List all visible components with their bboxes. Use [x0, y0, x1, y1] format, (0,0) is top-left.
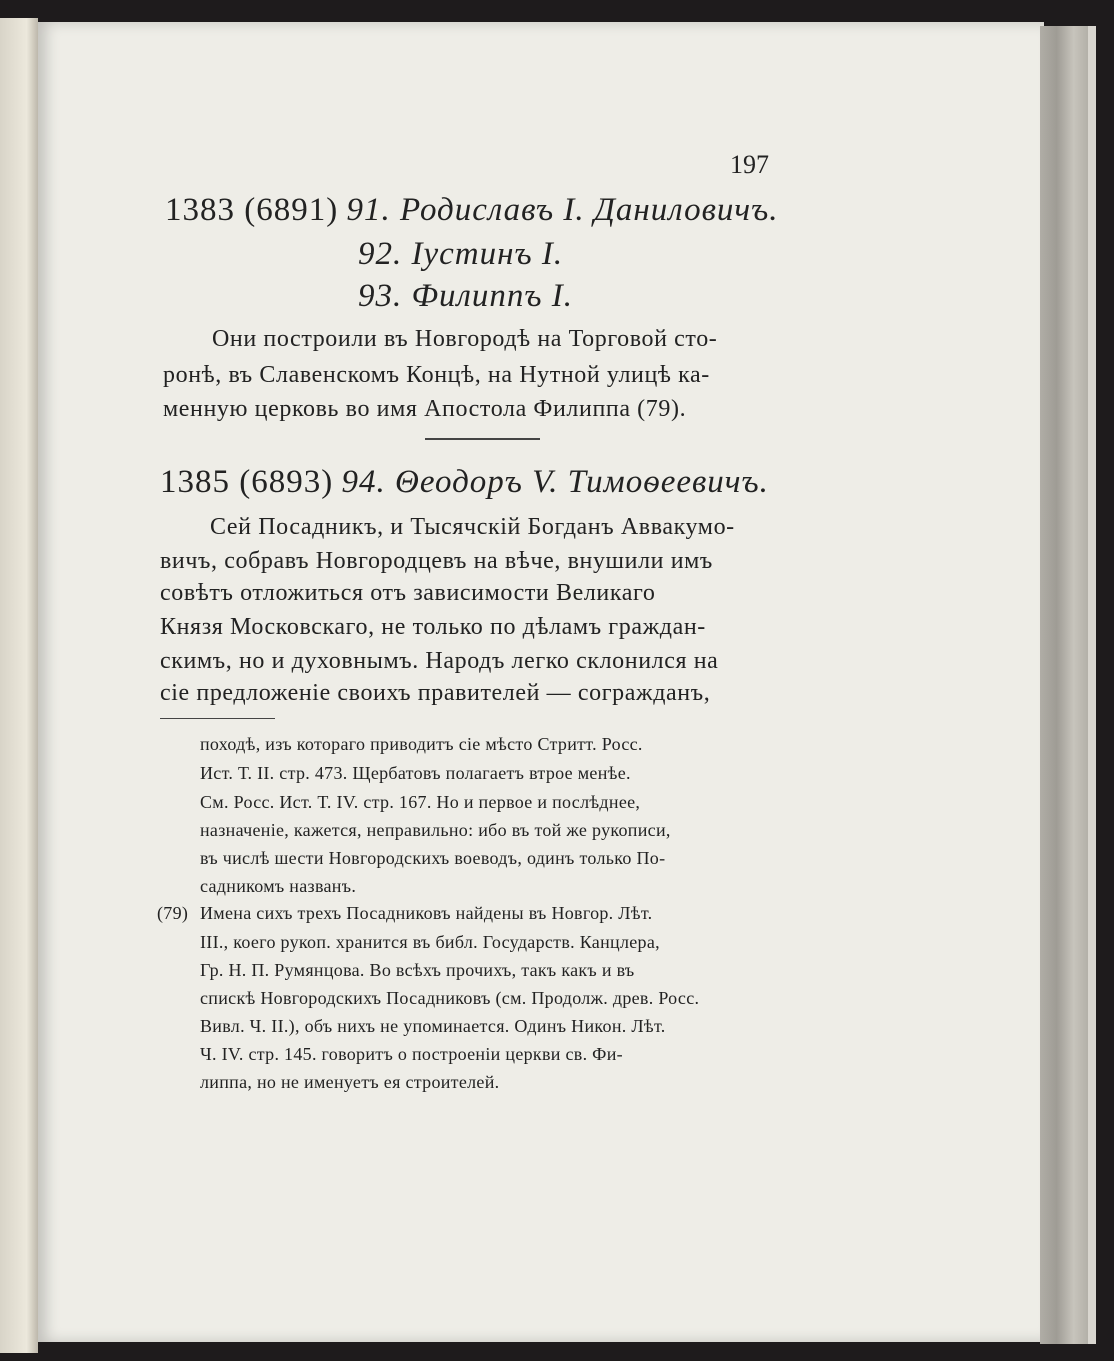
body-text-line: Они построили въ Новгородѣ на Торговой сто- — [212, 326, 718, 352]
footnote-line: Имена сихъ трехъ Посадниковъ найдены въ Новгор. Лѣт. — [200, 903, 653, 923]
entry-name: 91. Родиславъ I. Даниловичъ. — [346, 192, 779, 228]
entry-heading-line — [165, 192, 779, 229]
entry-heading-line — [358, 278, 573, 315]
entry-name: 94. Θеодоръ V. Тимоѳеевичъ. — [341, 464, 769, 500]
footnote-line: Ист. Т. II. стр. 473. Щербатовъ полагаетъ втрое менѣе. — [200, 763, 631, 783]
body-text-line: ронѣ, въ Славенскомъ Концѣ, на Нутной улицѣ ка- — [163, 362, 710, 388]
entry-heading-line — [358, 236, 563, 273]
facing-page — [0, 18, 38, 1353]
footnote-separator — [160, 718, 275, 719]
entry-name: 93. Филиппъ I. — [358, 278, 574, 314]
page-stack-highlight — [1088, 26, 1096, 1344]
footnote-line: назначеніе, кажется, неправильно: ибо въ той же рукописи, — [200, 820, 671, 840]
footnote-line: въ числѣ шести Новгородскихъ воеводъ, одинъ только По- — [200, 848, 666, 868]
body-text-line: Князя Московскаго, не только по дѣламъ граждан- — [160, 614, 706, 640]
footnote-line: Гр. Н. П. Румянцова. Во всѣхъ прочихъ, такъ какъ и въ — [200, 960, 635, 980]
entry-year: 1383 (6891) — [165, 192, 339, 228]
body-text-line: сіе предложеніе своихъ правителей — согражданъ, — [160, 680, 711, 706]
entry-heading-line — [160, 464, 769, 501]
footnote-line: См. Росс. Ист. Т. IV. стр. 167. Но и первое и послѣднее, — [200, 792, 641, 812]
section-divider — [425, 438, 540, 440]
footnote-line: III., коего рукоп. хранится въ библ. Государств. Канцлера, — [200, 932, 660, 952]
entry-name: 92. Іустинъ I. — [358, 236, 564, 272]
body-text-line: менную церковь во имя Апостола Филиппа (79). — [163, 396, 687, 422]
footnote-line: садникомъ названъ. — [200, 876, 357, 896]
footnote-line: спискѣ Новгородскихъ Посадниковъ (см. Продолж. древ. Росс. — [200, 988, 700, 1008]
entry-year: 1385 (6893) — [160, 464, 334, 500]
page-number: 197 — [730, 150, 769, 179]
body-text-line: вичъ, собравъ Новгородцевъ на вѣче, внушили имъ — [160, 548, 713, 574]
footnote-line: липпа, но не именуетъ ея строителей. — [200, 1072, 500, 1092]
footnote-line: Вивл. Ч. II.), объ нихъ не упоминается. Одинъ Никон. Лѣт. — [200, 1016, 666, 1036]
footnote-marker: (79) — [157, 903, 189, 923]
body-text-line: Сей Посадникъ, и Тысячскій Богданъ Аввакумо- — [210, 514, 735, 540]
footnote-line: Ч. IV. стр. 145. говоритъ о построеніи церкви св. Фи- — [200, 1044, 623, 1064]
footnote-line: походѣ, изъ котораго приводитъ сіе мѣсто Стритт. Росс. — [200, 734, 643, 754]
body-text-line: скимъ, но и духовнымъ. Народъ легко склонился на — [160, 648, 719, 674]
body-text-line: совѣтъ отложиться отъ зависимости Великаго — [160, 580, 656, 606]
